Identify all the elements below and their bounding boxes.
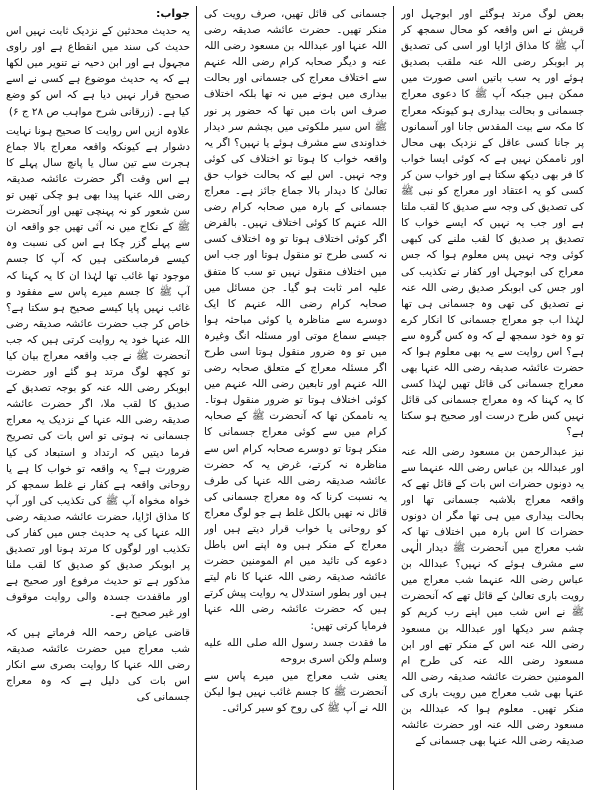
answer-heading: جواب:	[155, 7, 190, 20]
column-left	[6, 6, 190, 790]
paragraph: یہ حدیث محدثین کے نزدیک ثابت نہیں اس حدیث کی سند میں انقطاع ہے اور راوی مجہول ہے اور ابن دحیہ نے تنویر میں لکھا ہے کہ یہ حدیث موضوع ہے کسی نے اسے صحیح قرار نہیں دیا ہے کہ اس کو وضع کیا ہے۔ (زرقانی شرح مواہب ص ۲۸ ج ۶)	[6, 25, 190, 118]
column-divider	[393, 6, 394, 790]
paragraph: یعنی شب معراج میں میرے پاس سے آنحضرت ﷺ کا جسم غائب نہیں ہوا لیکن اللہ نے آپ ﷺ کی روح کو سیر کرائی۔	[204, 669, 387, 715]
paragraph: نیز عبدالرحمن بن مسعود رضی اللہ عنہ اور عبداللہ بن عباس رضی اللہ عنہما سے یہ دونوں حضرات اس بات کے قائل تھے کہ واقعہ معراج بلاشبہ جسمانی تھا اور بحالت بیداری میں ہی تھا مگر ان دونوں حضرات کا اس بارہ میں اختلاف تھا کہ شب معراج میں آنحضرت ﷺ دیدار الٰہی سے مشرف ہوئے کہ نہیں؟ عبداللہ بن عباس رضی اللہ عنہما شب معراج میں رویت باری تعالیٰ کے قائل تھے کہ آنحضرت ﷺ نے اس شب میں اپنے رب کریم کو چشم سر دیکھا اور عبداللہ بن مسعود رضی اللہ عنہ اس کے منکر تھے اور ابن مسعود رضی اللہ عنہ کی طرح ام المومنین حضرت عائشہ صدیقہ رضی اللہ عنہا بھی شب معراج میں رویت باری کی منکر تھیں۔ معلوم ہوا کہ عبداللہ بن مسعود رضی اللہ عنہ اور حضرت عائشہ صدیقہ رضی اللہ عنہا بھی جسمانی کے	[401, 445, 584, 748]
column-middle	[204, 6, 387, 790]
paragraph: بعض لوگ مرتد ہوگئے اور ابوجہل اور قریش نے اس واقعہ کو محال سمجھ کر آپ ﷺ کا مذاق اڑایا اور اسی کی تصدیق پر ابوبکر رضی اللہ عنہ ملقب بصدیق ہوئے اور یہ سب باتیں اسی صورت میں ممکن ہیں جبکہ آپ ﷺ کا دعوی معراج جسمانی و بحالت بیداری ہو کیونکہ معراج کا مکہ سے بیت المقدس جانا اور آسمانوں پر جانا کسی عاقل کے نزدیک بھی محال اور ناممکن نہیں ہے کہ کوئی ایسا خواب کا فر بھی دیکھ سکتا ہے اور خواب سن کر کسی کو یہ اعتقاد اور معراج کو نبی ﷺ کی تصدیق کی وجہ سے صدیق کا لقب ملتا ہے اور جب یہ نہیں کہ ایسے خواب کا تصدیق پر صدیق کا لقب ملنے کی کبھی کوئی وجہ نہیں پس معلوم ہوا کہ جس معراج کی ابوجہل اور کفار نے تکذیب کی اور جس کی ابوبکر صدیق رضی اللہ عنہ نے تصدیق کی تھی وہ جسمانی ہی تھا لہٰذا اب جو معراج جسمانی کا انکار کرے تو وہ خود سمجھ لے کہ وہ کس گروہ سے ہے؟ اس روایت سے یہ بھی معلوم ہوا کہ حضرت عائشہ صدیقہ رضی اللہ عنہا بھی معراج جسمانی کی قائل تھیں لہٰذا کسی کا یہ کہنا کہ وہ معراج جسمانی کی قائل نہیں کس طرح درست اور صحیح ہو سکتا ہے؟	[401, 8, 584, 439]
paragraph: علاوہ ازیں اس روایت کا صحیح ہونا نہایت دشوار ہے کیونکہ واقعہ معراج بالا جماع ہجرت سے تین سال یا پانچ سال پہلے کا ہے اس وقت اگر حضرت عائشہ صدیقہ رضی اللہ عنہا پیدا بھی ہو چکی تھیں تو سن شعور کو نہ پہنچی تھیں اور آنحضرت ﷺ کے نکاح میں نہ آئی تھیں جو واقعہ ان سے پہلے گزر چکا ہے اس کی نسبت وہ کیسے فرماسکتی ہیں کہ آپ کا جسم موجود تھا غائب تھا لہٰذا ان کا یہ کہنا کہ آپ ﷺ کا جسم میرے پاس سے مفقود و غائب نہیں پایا کیسے صحیح ہو سکتا ہے؟ خاص کر جب حضرت عائشہ صدیقہ رضی اللہ عنہا خود یہ روایت کرتی ہیں کہ جب آنحضرت ﷺ نے جب واقعہ معراج بیان کیا تو کچھ لوگ مرتد ہو گئے اور حضرت ابوبکر رضی اللہ عنہ کو بوجہ تصدیق کے صدیق کا لقب ملا، اگر حضرت عائشہ صدیقہ رضی اللہ عنہا کے نزدیک یہ معراج جسمانی نہ ہوتی تو اس بات کی تصریح فرما دیتیں کہ ارتداد و استبعاد کی کیا ضرورت ہے؟ یہ واقعہ تو خواب کا ہے یا روحانی واقعہ ہے کفار نے غلط سمجھ کر خواہ مخواہ آپ ﷺ کی تکذیب کی اور آپ کا مذاق اڑایا، حضرت عائشہ صدیقہ رضی اللہ عنہا کی یہ حدیث جس میں کفار کی تکذیب اور لوگوں کا مرتد ہونا اور تصدیق پر ابوبکر صدیق کو صدیق کا لقب ملنا مذکور ہے تو حدیث مرفوع اور صحیح ہے اور ماقفدت جسدہ والی روایت موقوف اور غیر صحیح ہے۔	[6, 124, 190, 620]
paragraph: قاضی عیاض رحمہ اللہ فرماتے ہیں کہ شب معراج میں حضرت عائشہ صدیقہ رضی اللہ عنہا کا روایت بصری سے انکار اس بات کی دلیل ہے کہ وہ معراج جسمانی کی	[6, 626, 190, 703]
paragraph: جسمانی کی قائل تھیں، صرف رویت کی منکر تھیں۔ حضرت عائشہ صدیقہ رضی اللہ عنہا اور عبداللہ بن مسعود رضی اللہ عنہ و دیگر صحابہ کرام رضی اللہ عنہم سے اختلاف معراج کی جسمانی اور بحالت بیداری میں ہونے میں نہ تھا بلکہ اختلاف صرف اس بات میں تھا کہ حضور پر نور ﷺ اس سیر ملکوتی میں بچشم سر دیدار خداوندی سے مشرف ہوئے یا نہیں؟ اگر یہ واقعہ خواب کا ہوتا تو اختلاف کی کوئی وجہ نہیں۔ اس لیے کہ بحالت خواب حق تعالیٰ کا دیدار بالا جماع جائز ہے۔ معراج جسمانی کے بارہ میں صحابہ کرام رضی اللہ عنہم کا کوئی اختلاف نہیں۔ بالفرض اگر کوئی اختلاف ہوتا تو وہ اختلاف کسی نہ کسی طرح تو منقول ہوتا اور جب اس میں اختلاف منقول نہیں تو سب کا متفق علیہ امر ثابت ہو گیا۔ جن مسائل میں صحابہ کرام رضی اللہ عنہم کا ایک دوسرے سے مناظرہ یا کوئی مباحثہ ہوا جیسے سماع موتی اور مسئلہ انگ وغیرہ میں تو وہ ضرور منقول ہوتا اسی طرح اگر مسئلہ معراج کے متعلق صحابہ رضی اللہ عنہم اور تابعین رضی اللہ عنہم میں کوئی اختلاف ہوتا تو ضرور منقول ہوتا۔ یہ ناممکن تھا کہ آنحضرت ﷺ کے صحابہ کرام میں سے کوئی معراج جسمانی کا منکر ہوتا تو دوسرے صحابہ کرام اس سے مناظرہ نہ کرتے، غرض یہ کہ حضرت عائشہ صدیقہ رضی اللہ عنہا کی طرف یہ نسبت کرنا کہ وہ معراج جسمانی کی قائل نہ تھیں بالکل غلط ہے جو لوگ معراج کو روحانی یا خواب قرار دیتے ہیں اور معراج کے منکر ہیں وہ اپنے اس باطل دعوے کی تائید میں ام المومنین حضرت عائشہ صدیقہ رضی اللہ عنہا کا نام لیتے ہیں اور بطور استدلال یہ روایت پیش کرتے ہیں کہ حضرت عائشہ رضی اللہ عنہا فرمایا کرتی تھیں:	[204, 8, 387, 632]
column-right	[401, 6, 584, 790]
arabic-quote: ما فقدت جسد رسول الله صلی الله علیه وسلم ولکن اسری بروحه	[204, 636, 387, 665]
column-divider	[196, 6, 197, 790]
